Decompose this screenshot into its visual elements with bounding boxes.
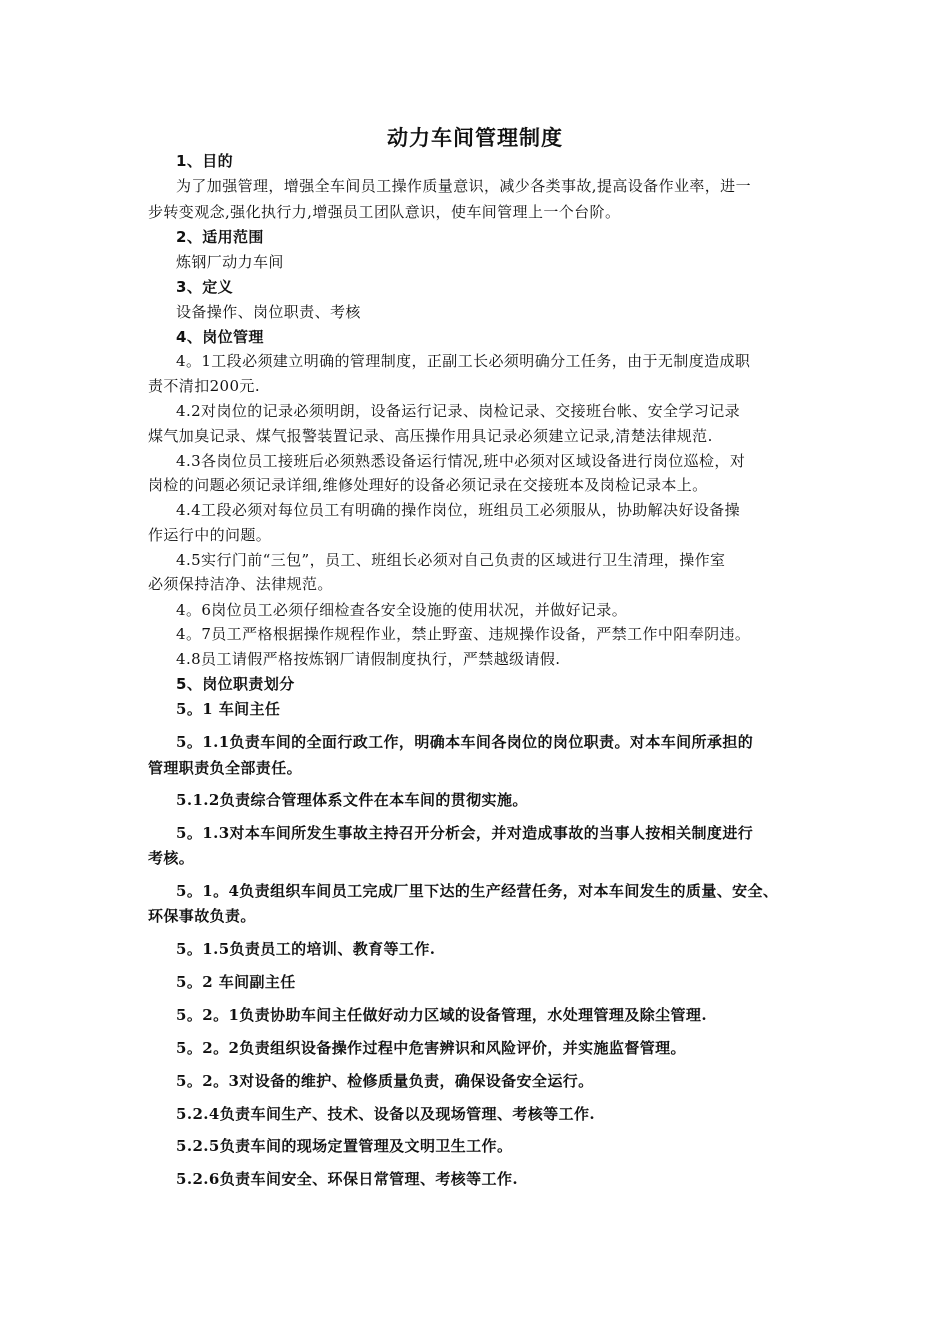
subsection-heading-deputy-director: 5。2 车间副主任 — [176, 973, 296, 991]
section-heading-purpose: 1、目的 — [176, 152, 234, 170]
paragraph-line: 煤气加臭记录、煤气报警装置记录、高压操作用具记录必须建立记录,清楚法律规范. — [148, 427, 713, 445]
paragraph-line: 4.5实行门前“三包”，员工、班组长必须对自己负责的区域进行卫生清理，操作室 — [176, 551, 726, 569]
paragraph-line: 考核。 — [148, 849, 195, 867]
paragraph-line: 5。2。2负责组织设备操作过程中危害辨识和风险评价，并实施监督管理。 — [176, 1039, 686, 1057]
paragraph-line: 炼钢厂动力车间 — [176, 253, 284, 271]
paragraph-line: 4。1工段必须建立明确的管理制度，正副工长必须明确分工任务，由于无制度造成职 — [176, 352, 751, 370]
paragraph-line: 5.2.6负责车间安全、环保日常管理、考核等工作. — [176, 1170, 518, 1188]
paragraph-line: 5。2。1负责协助车间主任做好动力区域的设备管理，水处理管理及除尘管理. — [176, 1006, 707, 1024]
paragraph-line: 5.2.5负责车间的现场定置管理及文明卫生工作。 — [176, 1137, 513, 1155]
paragraph-line: 4。6岗位员工必须仔细检查各安全设施的使用状况，并做好记录。 — [176, 601, 628, 619]
paragraph-line: 5.1.2负责综合管理体系文件在本车间的贯彻实施。 — [176, 791, 528, 809]
paragraph-line: 必须保持洁净、法律规范。 — [148, 575, 333, 593]
paragraph-line: 5。1.1负责车间的全面行政工作，明确本车间各岗位的岗位职责。对本车间所承担的 — [176, 733, 754, 751]
section-heading-duties: 5、岗位职责划分 — [176, 675, 295, 693]
paragraph-line: 5。1.5负责员工的培训、教育等工作. — [176, 940, 436, 958]
section-heading-scope: 2、适用范围 — [176, 228, 264, 246]
paragraph-line: 设备操作、岗位职责、考核 — [176, 303, 361, 321]
paragraph-line: 4.4工段必须对每位员工有明确的操作岗位，班组员工必须服从，协助解决好设备操 — [176, 501, 741, 519]
section-heading-definition: 3、定义 — [176, 278, 234, 296]
paragraph-line: 步转变观念,强化执行力,增强员工团队意识，使车间管理上一个台阶。 — [148, 203, 621, 221]
paragraph-line: 5。2。3对设备的维护、检修质量负责，确保设备安全运行。 — [176, 1072, 594, 1090]
paragraph-line: 5.2.4负责车间生产、技术、设备以及现场管理、考核等工作. — [176, 1105, 595, 1123]
paragraph-line: 4。7员工严格根据操作规程作业，禁止野蛮、违规操作设备，严禁工作中阳奉阴违。 — [176, 625, 751, 643]
paragraph-line: 管理职责负全部责任。 — [148, 759, 303, 777]
paragraph-line: 为了加强管理，增强全车间员工操作质量意识，减少各类事故,提高设备作业率，进一 — [176, 177, 751, 195]
paragraph-line: 4.2对岗位的记录必须明朗，设备运行记录、岗检记录、交接班台帐、安全学习记录 — [176, 402, 741, 420]
paragraph-line: 5。1。4负责组织车间员工完成厂里下达的生产经营任务，对本车间发生的质量、安全、 — [176, 882, 779, 900]
paragraph-line: 5。1.3对本车间所发生事故主持召开分析会，并对造成事故的当事人按相关制度进行 — [176, 824, 754, 842]
paragraph-line: 责不清扣200元. — [148, 377, 260, 395]
subsection-heading-director: 5。1 车间主任 — [176, 700, 281, 718]
section-heading-post-management: 4、岗位管理 — [176, 328, 264, 346]
paragraph-line: 岗检的问题必须记录详细,维修处理好的设备必须记录在交接班本及岗检记录本上。 — [148, 476, 708, 494]
paragraph-line: 4.8员工请假严格按炼钢厂请假制度执行，严禁越级请假. — [176, 650, 561, 668]
paragraph-line: 环保事故负责。 — [148, 907, 256, 925]
document-title: 动力车间管理制度 — [387, 126, 563, 150]
paragraph-line: 作运行中的问题。 — [148, 526, 272, 544]
paragraph-line: 4.3各岗位员工接班后必须熟悉设备运行情况,班中必须对区域设备进行岗位巡检，对 — [176, 452, 746, 470]
